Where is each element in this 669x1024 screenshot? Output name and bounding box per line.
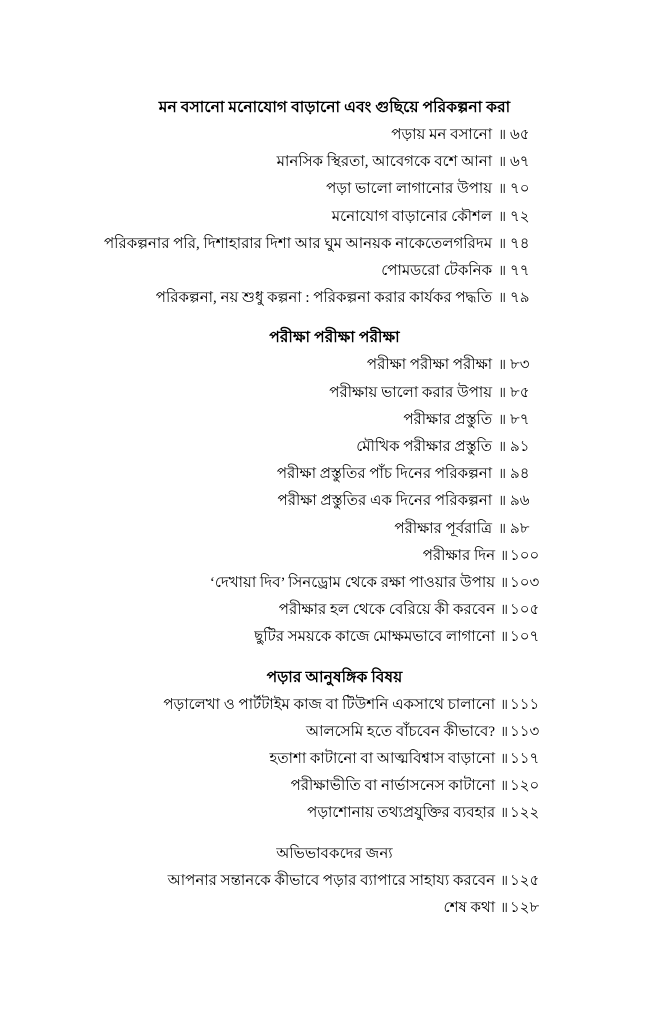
toc-entry-list <box>129 352 540 651</box>
toc-entry-title: ছুটির সময়কে কাজে মোক্ষমভাবে লাগানো <box>254 629 496 646</box>
toc-entry[interactable] <box>129 434 540 461</box>
toc-entry-title: পড়ালেখা ও পার্টটাইম কাজ বা টিউশনি একসাথে চালানো <box>163 696 496 713</box>
toc-entry[interactable] <box>129 380 540 407</box>
toc-entry-title: পরীক্ষায় ভালো করার উপায় <box>329 384 493 401</box>
double-danda-separator: ॥ <box>500 873 508 889</box>
double-danda-separator: ॥ <box>500 752 508 768</box>
double-danda-separator: ॥ <box>498 182 506 198</box>
toc-entry-page-number: ৭২ <box>510 208 530 225</box>
double-danda-separator: ॥ <box>498 209 506 225</box>
toc-entry[interactable] <box>129 516 540 543</box>
toc-entry-page-number: ১২৫ <box>510 872 540 889</box>
toc-entry-title: পরীক্ষা পরীক্ষা পরীক্ষা <box>366 357 493 374</box>
toc-entry-title: পরীক্ষার হল থেকে বেরিয়ে কী করবেন <box>278 602 496 619</box>
toc-entry-title: পড়াশোনায় তথ্যপ্রযুক্তির ব্যবহার <box>307 805 496 822</box>
toc-entry-page-number: ৬৭ <box>510 154 530 171</box>
double-danda-separator: ॥ <box>500 576 508 592</box>
toc-entry-title: পরীক্ষার প্রস্তুতি <box>403 411 493 428</box>
toc-entry[interactable] <box>129 407 540 434</box>
toc-entry-page-number: ৭৭ <box>510 263 530 280</box>
toc-entry-title: পোমডরো টেকনিক <box>381 263 493 280</box>
toc-entry-title: পরীক্ষা প্রস্তুতির পাঁচ দিনের পরিকল্পনা <box>276 466 493 483</box>
double-danda-separator: ॥ <box>498 385 506 401</box>
toc-entry-title: ‘দেখায়া দিব’ সিনড্রোম থেকে রক্ষা পাওয়ার উপায় <box>209 575 496 592</box>
toc-entry[interactable] <box>129 868 540 895</box>
section-heading: পড়ার আনুষঙ্গিক বিষয় <box>266 668 403 686</box>
toc-entry-list <box>129 692 540 828</box>
toc-entry-page-number: ৮৫ <box>510 384 530 401</box>
toc-entry-page-number: ১০৫ <box>510 602 540 619</box>
toc-entry-page-number: ৮৭ <box>510 411 530 428</box>
toc-entry-page-number: ৭৪ <box>510 235 530 252</box>
toc-entry-page-number: ১০৩ <box>510 575 540 592</box>
toc-entry-title: পড়ায় মন বসানো <box>391 127 493 143</box>
toc-entry[interactable] <box>129 800 540 827</box>
toc-entry-title: পরিকল্পনা, নয় শুধু কল্পনা : পরিকল্পনা করার কার্যকর পদ্ধতি <box>155 290 493 307</box>
table-of-contents <box>104 95 540 922</box>
toc-entry-page-number: ১০৭ <box>510 629 540 646</box>
toc-entry-page-number: ৯৪ <box>510 466 530 483</box>
section-heading: পরীক্ষা পরীক্ষা পরীক্ষা <box>269 329 400 347</box>
toc-entry[interactable] <box>129 461 540 488</box>
toc-entry-title: পরিকল্পনার পরি, দিশাহারার দিশা আর ঘুম আনয়ক নাকেতেলগরিদম <box>104 235 493 252</box>
toc-entry-title: আপনার সন্তানকে কীভাবে পড়ার ব্যাপারে সাহায্য করবেন <box>167 872 496 889</box>
double-danda-separator: ॥ <box>500 779 508 795</box>
toc-entry[interactable] <box>129 746 540 773</box>
double-danda-separator: ॥ <box>498 128 506 143</box>
toc-entry-page-number: ৬৫ <box>510 127 530 143</box>
toc-entry-page-number: ৭৯ <box>510 290 530 307</box>
toc-entry[interactable] <box>129 895 540 922</box>
toc-entry[interactable] <box>129 719 540 746</box>
toc-entry-page-number: ৯৬ <box>510 493 530 510</box>
toc-entry[interactable] <box>129 597 540 624</box>
double-danda-separator: ॥ <box>498 291 506 307</box>
toc-section <box>129 841 540 922</box>
double-danda-separator: ॥ <box>498 358 506 374</box>
double-danda-separator: ॥ <box>498 440 506 456</box>
toc-entry-page-number: ১২৮ <box>510 899 540 916</box>
toc-entry[interactable] <box>129 488 540 515</box>
toc-entry-page-number: ৭০ <box>510 181 530 198</box>
toc-entry-page-number: ১২০ <box>510 778 540 795</box>
double-danda-separator: ॥ <box>500 806 508 822</box>
toc-section <box>129 325 540 651</box>
toc-entry-page-number: ১১৭ <box>510 751 540 768</box>
toc-entry-title: মনোযোগ বাড়ানোর কৌশল <box>331 208 493 225</box>
double-danda-separator: ॥ <box>500 697 508 713</box>
toc-entry[interactable] <box>129 773 540 800</box>
toc-entry-page-number: ১২২ <box>510 805 540 822</box>
toc-entry-title: হতাশা কাটানো বা আত্মবিশ্বাস বাড়ানো <box>269 751 496 768</box>
double-danda-separator: ॥ <box>498 494 506 510</box>
section-heading: অভিভাবকদের জন্য <box>276 845 393 862</box>
toc-entry[interactable] <box>129 285 540 312</box>
toc-entry-list <box>104 122 540 312</box>
toc-entry[interactable] <box>129 176 540 203</box>
toc-section <box>104 95 540 312</box>
toc-entry-title: মৌখিক পরীক্ষার প্রস্তুতি <box>356 439 493 456</box>
toc-entry[interactable] <box>129 624 540 651</box>
toc-entry[interactable] <box>129 149 540 176</box>
double-danda-separator: ॥ <box>500 548 508 564</box>
toc-entry-title: মানসিক স্থিরতা, আবেগকে বশে আনা <box>276 154 493 171</box>
section-heading: মন বসানো মনোযোগ বাড়ানো এবং গুছিয়ে পরিকল্পনা করা <box>158 99 511 116</box>
double-danda-separator: ॥ <box>498 467 506 483</box>
double-danda-separator: ॥ <box>498 412 506 428</box>
toc-entry-title: পড়া ভালো লাগানোর উপায় <box>326 181 493 198</box>
toc-section <box>129 665 540 828</box>
toc-entry-title: পরীক্ষার দিন <box>422 547 496 564</box>
toc-entry-page-number: ১১৩ <box>510 723 540 740</box>
toc-entry-list <box>129 868 540 922</box>
toc-entry[interactable] <box>129 258 540 285</box>
toc-entry-page-number: ১০০ <box>510 547 540 564</box>
toc-entry[interactable] <box>129 543 540 570</box>
toc-entry[interactable] <box>104 231 540 258</box>
toc-entry-page-number: ৯৮ <box>510 520 530 537</box>
toc-entry-title: আলসেমি হতে বাঁচবেন কীভাবে? <box>305 723 496 740</box>
toc-entry-title: পরীক্ষার পূর্বরাত্রি <box>394 520 493 537</box>
toc-entry-title: পরীক্ষাভীতি বা নার্ভাসনেস কাটানো <box>290 778 496 795</box>
double-danda-separator: ॥ <box>500 900 508 916</box>
double-danda-separator: ॥ <box>498 236 506 252</box>
double-danda-separator: ॥ <box>498 264 506 280</box>
double-danda-separator: ॥ <box>500 603 508 619</box>
double-danda-separator: ॥ <box>498 521 506 537</box>
toc-entry-title: শেষ কথা <box>443 899 496 916</box>
double-danda-separator: ॥ <box>498 155 506 171</box>
toc-entry[interactable] <box>129 570 540 597</box>
toc-entry-page-number: ১১১ <box>510 696 540 713</box>
double-danda-separator: ॥ <box>500 724 508 740</box>
toc-entry[interactable] <box>129 352 540 379</box>
toc-entry-page-number: ৮৩ <box>510 357 530 374</box>
toc-entry-title: পরীক্ষা প্রস্তুতির এক দিনের পরিকল্পনা <box>277 493 493 510</box>
double-danda-separator: ॥ <box>500 630 508 646</box>
toc-entry[interactable] <box>129 122 540 149</box>
toc-entry[interactable] <box>129 204 540 231</box>
toc-entry-page-number: ৯১ <box>510 439 530 456</box>
toc-entry[interactable] <box>129 692 540 719</box>
